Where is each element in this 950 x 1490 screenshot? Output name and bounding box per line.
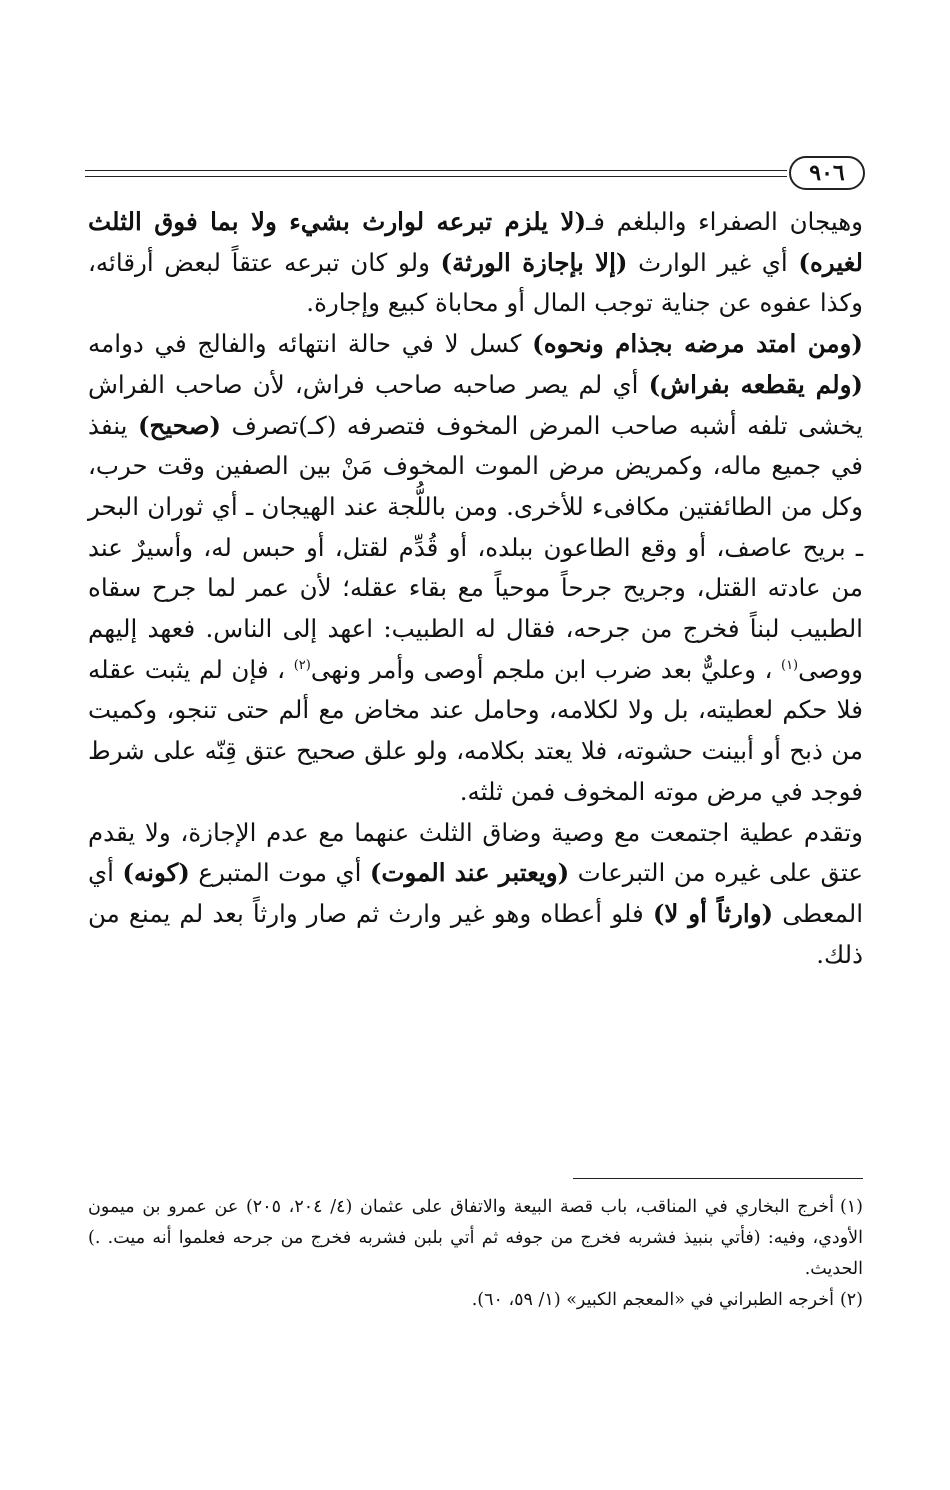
matn-quote: (لا يلزم تبرعه لوارث بشيء ولا بما فوق الثلث لغيره) bbox=[88, 207, 863, 277]
text-run: وتقدم عطية اجتمعت مع وصية وضاق الثلث عنهما مع عدم الإجازة، ولا يقدم عتق على غيره من التبرعات bbox=[88, 817, 863, 888]
text-run: أي لم يصر صاحبه صاحب فراش، لأن صاحب الفراش يخشى تلفه أشبه صاحب المرض المخوف فتصرفه (كـ)تصرف bbox=[88, 369, 863, 440]
matn-quote: (ويعتبر عند الموت) bbox=[369, 858, 570, 888]
text-run: أي موت المتبرع bbox=[189, 858, 370, 888]
paragraph-3 bbox=[88, 813, 863, 976]
text-run: أي المعطى bbox=[88, 858, 864, 928]
footnote-separator bbox=[573, 1178, 863, 1179]
footnote-text: أخرج البخاري في المناقب، باب قصة البيعة والاتفاق على عثمان (٤/ ٢٠٤، ٢٠٥) عن عمرو بن ميمون الأودي، وفيه: (فأتي بنبيذ فشربه فخرج من جوفه ثم أتي بلبن فشربه فخرج من جرحه فعلموا أنه ميت. .) الحديث. bbox=[88, 1197, 863, 1279]
page-number-badge bbox=[789, 156, 865, 190]
text-run: أي غير الوارث bbox=[627, 247, 799, 277]
matn-quote: (إلا بإجازة الورثة) bbox=[440, 247, 628, 277]
paragraph-2 bbox=[88, 324, 863, 812]
text-run: ولو كان تبرعه عتقاً لبعض أرقائه، وكذا عفوه عن جناية توجب المال أو محاباة كبيع وإجارة. bbox=[88, 247, 863, 318]
text-run: كسل لا في حالة انتهائه والفالج في دوامه bbox=[88, 329, 533, 359]
text-run: فلو أعطاه وهو غير وارث ثم صار وارثاً بعد لم يمنع من ذلك. bbox=[88, 898, 863, 969]
footnote-text: أخرجه الطبراني في «المعجم الكبير» (١/ ٥٩، ٦٠). bbox=[471, 1290, 834, 1310]
main-text bbox=[88, 202, 863, 975]
footnote-ref-2[interactable]: (٢) bbox=[293, 657, 311, 673]
page-number: ٩٠٦ bbox=[809, 160, 845, 186]
matn-quote: (صحيح) bbox=[137, 410, 221, 440]
footnote-number: (٢) bbox=[839, 1290, 863, 1310]
footnotes bbox=[88, 1192, 863, 1316]
footnote-1 bbox=[88, 1192, 863, 1285]
page-header bbox=[85, 156, 865, 196]
text-run: ، وعليٌّ بعد ضرب ابن ملجم أوصى وأمر ونهى bbox=[310, 654, 781, 684]
matn-quote: (وارثاً أو لا) bbox=[652, 898, 774, 928]
text-run: ينفذ في جميع ماله، وكمريض مرض الموت المخوف مَنْ بين الصفين وقت حرب، وكل من الطائفتين مكافىء للأخرى. ومن باللُّجة عند الهيجان ـ أي ثوران البحر ـ بريح عاصف، أو وقع الطاعون ببلده، أو قُدِّم لقتل، أو حبس له، وأسيرٌ عند من عادته القتل، وجريح جرحاً موحياً مع بقاء عقله؛ لأن عمر لما جرح سقاه الطبيب لبناً فخرج من جرحه، فقال له الطبيب: اعهد إلى الناس. فعهد إليهم ووصى bbox=[88, 410, 864, 684]
footnote-number: (١) bbox=[839, 1197, 863, 1217]
footnote-2 bbox=[88, 1285, 863, 1316]
header-double-rule bbox=[85, 170, 787, 177]
matn-quote: (ولم يقطعه بفراش) bbox=[648, 369, 863, 399]
text-run: وهيجان الصفراء والبلغم فـ bbox=[586, 207, 863, 236]
text-run: ، فإن لم يثبت عقله فلا حكم لعطيته، بل ولا لكلامه، وحامل عند مخاض مع ألم حتى تنجو، وكميت من ذبح أو أبينت حشوته، فلا يعتد بكلامه، ولو علق صحيح عتق قِنّه على شرط فوجد في مرض موته المخوف فمن ثلثه. bbox=[88, 654, 863, 806]
footnote-ref-1[interactable]: (١) bbox=[780, 657, 799, 673]
matn-quote: (ومن امتد مرضه بجذام ونحوه) bbox=[532, 329, 863, 359]
matn-quote: (كونه) bbox=[122, 858, 190, 888]
paragraph-1 bbox=[88, 202, 863, 324]
